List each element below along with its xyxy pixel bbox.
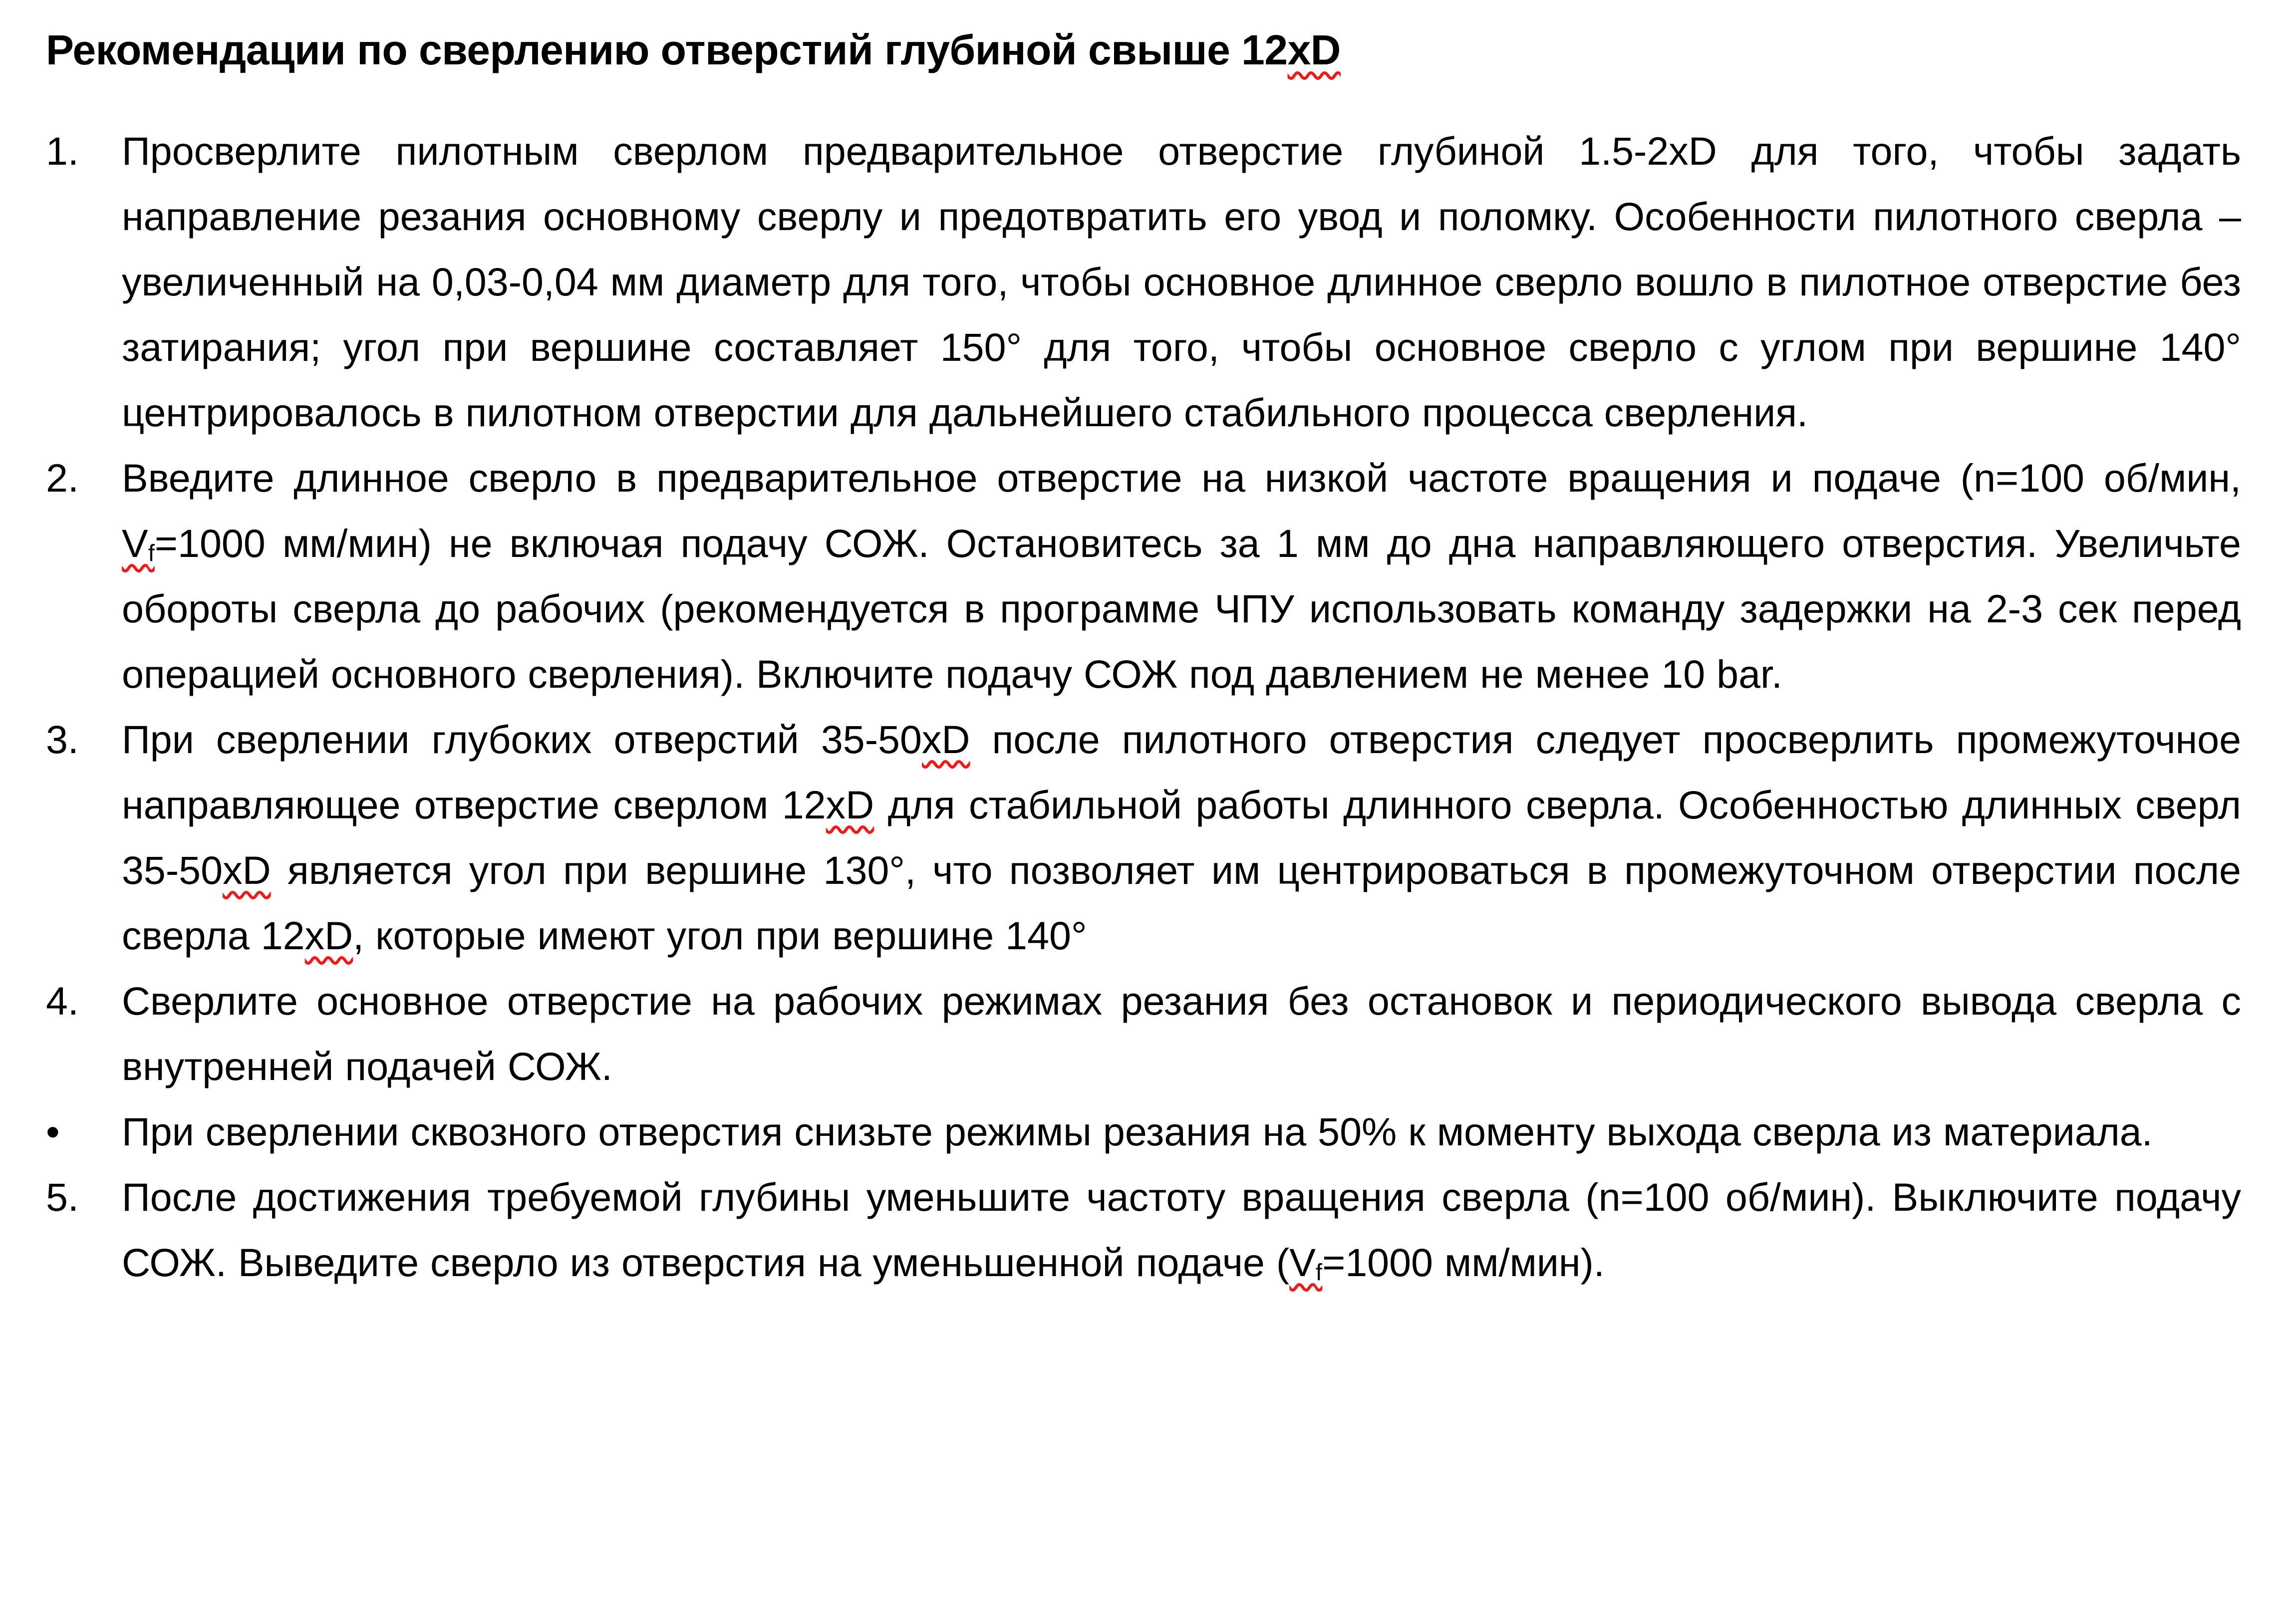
spellcheck-flagged-text: xD	[304, 913, 353, 958]
text-run: Рекомендации по сверлению отверстий глубиной свыше 12	[46, 26, 1288, 73]
list-item-text	[122, 118, 2241, 445]
text-run: для стабильной работы длинного сверла. Особенностью длинных сверл 35-50	[122, 783, 2241, 892]
list-item	[46, 1099, 2241, 1164]
list-item	[46, 118, 2241, 445]
list-item-text	[122, 445, 2241, 707]
text-run: является угол при вершине 130°, что позволяет им центрироваться в промежуточном отверстии после сверла 12	[122, 848, 2241, 958]
list-item	[46, 445, 2241, 707]
list-item-text	[122, 1099, 2241, 1164]
document-title	[46, 24, 2241, 76]
spellcheck-flagged-text: xD	[223, 848, 271, 892]
list-item-text	[122, 968, 2241, 1099]
list-item	[46, 707, 2241, 968]
list-item	[46, 1164, 2241, 1295]
subscript: f	[1315, 1259, 1323, 1286]
text-run: =1000 мм/мин).	[1322, 1240, 1605, 1285]
list-item	[46, 968, 2241, 1099]
list-item-text	[122, 707, 2241, 968]
list-marker: •	[46, 1109, 60, 1154]
spellcheck-flagged-text: xD	[1287, 26, 1341, 73]
spellcheck-flagged-text: $V_f$	[122, 521, 155, 567]
list-marker: 2.	[46, 456, 79, 500]
list-marker: 3.	[46, 717, 79, 762]
list-marker: 1.	[46, 129, 79, 173]
text-run: Просверлите пилотным сверлом предварительное отверстие глубиной 1.5-2xD для того, чтобы задать направление резания основному сверлу и предотвратить его увод и поломку. Особенности пилотного сверла – увеличенный на 0,03-0,04 мм диаметр для того, чтобы основное длинное сверло вошло в пилотное отверстие без затирания; угол при вершине составляет 150° для того, чтобы основное сверло с углом при вершине 140° центрировалось в пилотном отверстии для дальнейшего стабильного процесса сверления.	[122, 129, 2241, 435]
text-run: При сверлении сквозного отверстия снизьте режимы резания на 50% к моменту выхода сверла из материала.	[122, 1109, 2153, 1154]
text-run: При сверлении глубоких отверстий 35-50	[122, 717, 922, 762]
subscript: f	[148, 540, 155, 567]
list-marker: 5.	[46, 1175, 79, 1219]
text-run: после пилотного отверстия следует просверлить промежуточное направляющее отверстие сверлом 12	[122, 717, 2242, 827]
spellcheck-flagged-text: $V_f$	[1289, 1240, 1323, 1286]
recommendations-list	[46, 118, 2241, 1295]
text-run: Введите длинное сверло в предварительное отверстие на низкой частоте вращения и подаче (n=100 об/мин,	[122, 456, 2241, 500]
text-run: После достижения требуемой глубины уменьшите частоту вращения сверла (n=100 об/мин). Выключите подачу СОЖ. Выведите сверло из отверстия на уменьшенной подаче (	[122, 1175, 2241, 1285]
list-item-text	[122, 1164, 2241, 1295]
spellcheck-flagged-text: xD	[921, 717, 970, 762]
text-run: Сверлите основное отверстие на рабочих режимах резания без остановок и периодического вывода сверла с внутренней подачей СОЖ.	[122, 979, 2241, 1088]
text-run: , которые имеют угол при вершине 140°	[353, 913, 1087, 958]
spellcheck-flagged-text: xD	[826, 783, 874, 827]
list-marker: 4.	[46, 979, 79, 1023]
text-run: =1000 мм/мин) не включая подачу СОЖ. Остановитесь за 1 мм до дна направляющего отверстия. Увеличьте обороты сверла до рабочих (рекомендуется в программе ЧПУ использовать команду задержки на 2-3 сек перед операцией основного сверления). Включите подачу СОЖ под давлением не менее 10 bar.	[122, 521, 2241, 696]
